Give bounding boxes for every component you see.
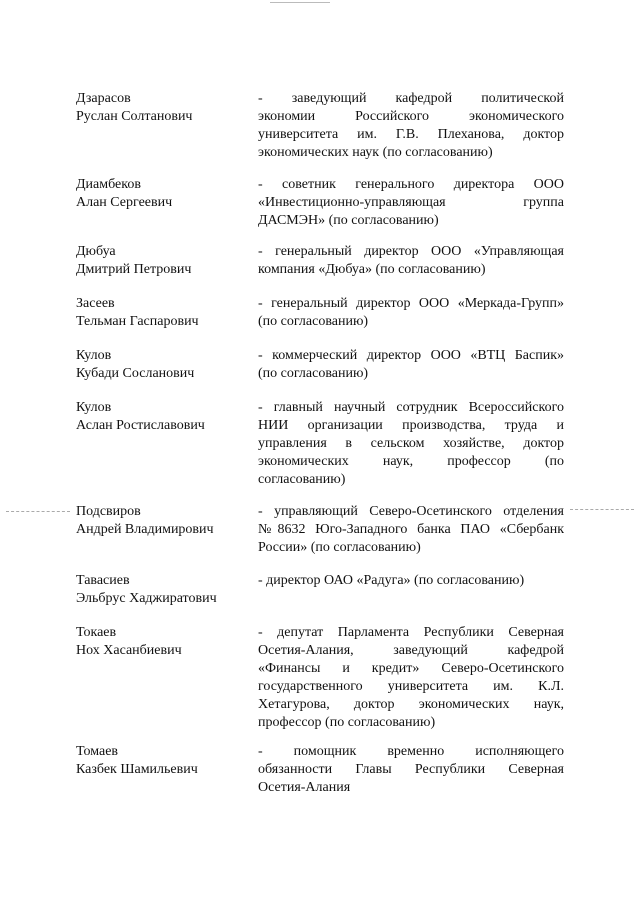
member-given-name: Нох Хасанбиевич: [76, 643, 182, 658]
member-given-name: Андрей Владимирович: [76, 522, 214, 537]
position-line: «Финансы и кредит» Северо-Осетинского: [258, 661, 564, 676]
position-line: (по согласованию): [258, 314, 369, 329]
member-name: [76, 176, 251, 212]
member-surname: Дюбуа: [76, 244, 116, 259]
position-line: экономии Российского экономического: [258, 109, 564, 124]
member-position: [258, 176, 564, 230]
position-line: (по согласованию): [258, 366, 369, 381]
member-position: [258, 295, 564, 331]
member-given-name: Дмитрий Петрович: [76, 262, 192, 277]
member-position: [258, 572, 564, 590]
position-line: - заведующий кафедрой политической: [258, 91, 564, 106]
member-given-name: Тельман Гаспарович: [76, 314, 199, 329]
member-position: [258, 503, 564, 557]
member-position: [258, 743, 564, 797]
position-line: компания «Дюбуа» (по согласованию): [258, 262, 486, 277]
position-line: НИИ организации производства, труда и: [258, 418, 564, 433]
scan-artifact-mark: [270, 2, 330, 3]
member-surname: Токаев: [76, 625, 117, 640]
scan-artifact-line: [6, 511, 70, 512]
member-given-name: Казбек Шамильевич: [76, 762, 198, 777]
member-surname: Томаев: [76, 744, 119, 759]
member-given-name: Руслан Солтанович: [76, 109, 193, 124]
position-line: управления в сельском хозяйстве, доктор: [258, 436, 564, 451]
position-line: «Инвестиционно-управляющая группа: [258, 195, 564, 210]
member-name: [76, 743, 251, 779]
member-surname: Кулов: [76, 400, 112, 415]
position-line: - генеральный директор ООО «Управляющая: [258, 244, 564, 259]
position-line: Хетагурова, доктор экономических наук,: [258, 697, 564, 712]
position-line: экономических наук, профессор (по: [258, 454, 564, 469]
position-line: экономических наук (по согласованию): [258, 145, 493, 160]
position-line: №8632 Юго-Западного банка ПАО «Сбербанк: [258, 522, 564, 537]
member-surname: Засеев: [76, 296, 115, 311]
position-line: - управляющий Северо-Осетинского отделения: [258, 504, 564, 519]
member-position: [258, 399, 564, 489]
member-surname: Подсвиров: [76, 504, 141, 519]
position-line: профессор (по согласованию): [258, 715, 436, 730]
member-surname: Тавасиев: [76, 573, 130, 588]
member-position: [258, 347, 564, 383]
position-line: - советник генерального директора ООО: [258, 177, 564, 192]
member-name: [76, 243, 251, 279]
position-line: - коммерческий директор ООО «ВТЦ Баспик»: [258, 348, 564, 363]
position-line: государственного университета им. К.Л.: [258, 679, 564, 694]
member-position: [258, 243, 564, 279]
member-name: [76, 624, 251, 660]
member-given-name: Аслан Ростиславович: [76, 418, 205, 433]
member-surname: Кулов: [76, 348, 112, 363]
member-name: [76, 503, 251, 539]
member-name: [76, 347, 251, 383]
position-line: - депутат Парламента Республики Северная: [258, 625, 564, 640]
position-line: - директор ОАО «Радуга» (по согласованию): [258, 573, 525, 588]
position-line: обязанности Главы Республики Северная: [258, 762, 564, 777]
member-surname: Диамбеков: [76, 177, 141, 192]
position-line: университета им. Г.В. Плеханова, доктор: [258, 127, 564, 142]
member-name: [76, 90, 251, 126]
member-surname: Дзарасов: [76, 91, 131, 106]
member-given-name: Алан Сергеевич: [76, 195, 173, 210]
position-line: согласованию): [258, 472, 346, 487]
position-line: - генеральный директор ООО «Меркада-Групп»: [258, 296, 564, 311]
member-position: [258, 624, 564, 732]
member-name: [76, 572, 251, 608]
member-position: [258, 90, 564, 162]
position-line: - главный научный сотрудник Всероссийского: [258, 400, 564, 415]
member-name: [76, 295, 251, 331]
position-line: Осетия-Алания: [258, 780, 351, 795]
member-given-name: Кубади Сосланович: [76, 366, 195, 381]
position-line: Осетия-Алания, заведующий кафедрой: [258, 643, 564, 658]
scan-artifact-line: [570, 509, 634, 510]
member-name: [76, 399, 251, 435]
member-given-name: Эльбрус Хаджиратович: [76, 591, 217, 606]
position-line: - помощник временно исполняющего: [258, 744, 564, 759]
position-line: России» (по согласованию): [258, 540, 421, 555]
position-line: ДАСМЭН» (по согласованию): [258, 213, 439, 228]
